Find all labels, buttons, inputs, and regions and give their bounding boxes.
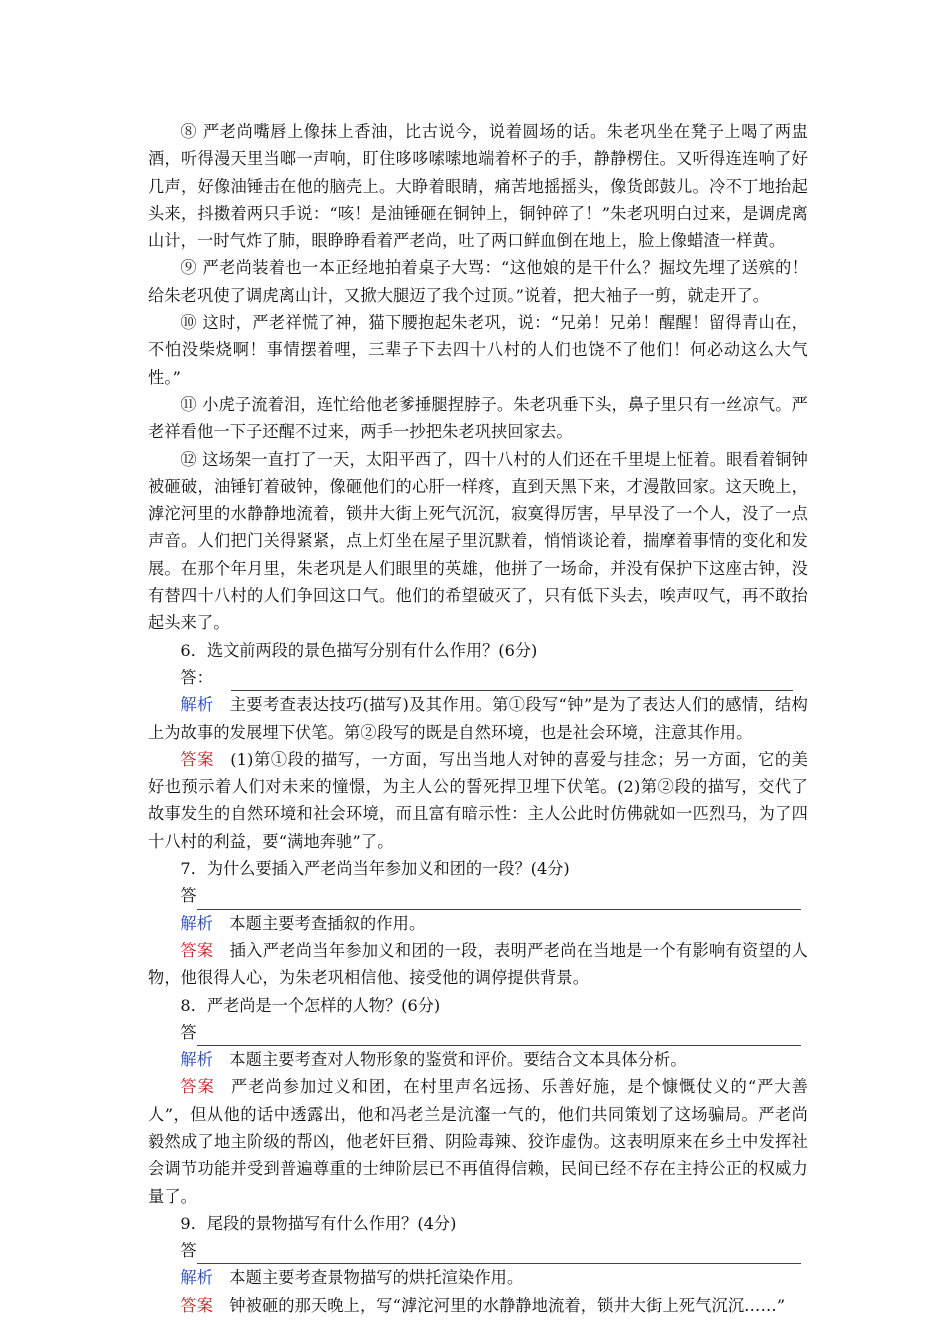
analysis-9: [148, 1264, 808, 1291]
analysis-7: [148, 910, 808, 937]
analysis-text: 本题主要考查景物描写的烘托渲染作用。: [229, 1268, 524, 1288]
key-tag: 答案: [180, 749, 214, 769]
analysis-tag: 解析: [180, 695, 214, 715]
key-text: 钟被砸的那天晚上，写“滹沱河里的水静静地流着，锁井大街上死气沉沉……”: [229, 1295, 786, 1315]
key-text: 严老尚参加过义和团，在村里声名远扬、乐善好施，是个慷慨仗义的“严大善人”，但从他的话中透露出，他和冯老兰是沆瀣一气的，他们共同策划了这场骗局。严老尚毅然成了地主阶级的帮凶，他老奸巨猾、阴险毒辣、狡诈虚伪。这表明原来在乡土中发挥社会调节功能并受到普遍尊重的士绅阶层已不再值得信赖，民间已经不存在主持公正的权威力量了。: [148, 1077, 808, 1206]
key-text: (1)第①段的描写，一方面，写出当地人对钟的喜爱与挂念；另一方面，它的美好也预示着人们对未来的憧憬，为主人公的誓死捍卫埋下伏笔。(2)第②段的描写，交代了故事发生的自然环境和社会环境，而且富有暗示性：主人公此时仿佛就如一匹烈马，为了四十八村的利益，要“满地奔驰”了。: [148, 749, 808, 851]
key-tag: 答案: [180, 940, 214, 960]
analysis-text: 本题主要考查对人物形象的鉴赏和评价。要结合文本具体分析。: [229, 1050, 687, 1070]
answer-blank-7: [148, 882, 808, 909]
analysis-8: [148, 1046, 808, 1073]
key-tag: 答案: [180, 1077, 215, 1097]
passage-paragraph-8: ⑧ 严老尚嘴唇上像抹上香油，比古说今，说着圆场的话。朱老巩坐在凳子上喝了两盅酒，听得漫天里当啷一声响，盯住哆哆嗦嗦地端着杯子的手，静静楞住。又听得连连响了好几声，好像油锤击在他的脑壳上。大睁着眼睛，痛苦地摇摇头，像货郎鼓儿。冷不丁地抬起头来，抖擞着两只手说：“咳！是油锤砸在铜钟上，铜钟碎了！”朱老巩明白过来，是调虎离山计，一时气炸了肺，眼睁睁看着严老尚，吐了两口鲜血倒在地上，脸上像蜡渣一样黄。: [148, 122, 808, 251]
key-9: [148, 1292, 808, 1319]
answer-label: 答: [180, 1241, 197, 1261]
key-7: [148, 937, 808, 992]
passage-paragraph-12: ⑫ 这场架一直打了一天，太阳平西了，四十八村的人们还在千里堤上怔着。眼看着铜钟被砸破，油锤钉着破钟，像砸他们的心肝一样疼，直到天黑下来，才漫散回家。这天晚上，滹沱河里的水静静地流着，锁井大街上死气沉沉，寂寞得厉害，早早没了一个人，没了一点声音。人们把门关得紧紧，点上灯坐在屋子里沉默着，悄悄谈论着，揣摩着事情的变化和发展。在那个年月里，朱老巩是人们眼里的英雄，他拼了一场命，并没有保护下这座古钟，没有替四十八村的人们争回这口气。他们的希望破灭了，只有低下头去，唉声叹气，再不敢抬起头来了。: [148, 449, 808, 633]
question-6: 6．选文前两段的景色描写分别有什么作用？(6分): [180, 640, 538, 660]
key-6: [148, 746, 808, 855]
question-8: 8．严老尚是一个怎样的人物？(6分): [180, 995, 441, 1015]
analysis-tag: 解析: [180, 913, 214, 933]
question-9: 9．尾段的景物描写有什么作用？(4分): [180, 1213, 457, 1233]
key-8: [148, 1073, 808, 1209]
answer-label: 答: [180, 886, 197, 906]
question-7: 7．为什么要插入严老尚当年参加义和团的一段？(4分): [180, 859, 570, 879]
answer-rule: [231, 672, 793, 691]
key-text: 插入严老尚当年参加义和团的一段，表明严老尚在当地是一个有影响有资望的人物，他很得人心，为朱老巩相信他、接受他的调停提供背景。: [148, 940, 808, 988]
answer-blank-9: [148, 1237, 808, 1264]
answer-blank-8: [148, 1019, 808, 1046]
analysis-tag: 解析: [180, 1050, 214, 1070]
passage-paragraph-11: ⑪ 小虎子流着泪，连忙给他老爹捶腿捏脖子。朱老巩垂下头，鼻子里只有一丝凉气。严老祥看他一下子还醒不过来，两手一抄把朱老巩挟回家去。: [148, 394, 808, 442]
analysis-text: 本题主要考查插叙的作用。: [229, 913, 426, 933]
document-page: [148, 118, 808, 1319]
answer-label: 答: [180, 1022, 197, 1042]
analysis-text: 主要考查表达技巧(描写)及其作用。第①段写“钟”是为了表达人们的感情，结构上为故事的发展埋下伏笔。第②段写的既是自然环境，也是社会环境，注意其作用。: [148, 695, 808, 742]
answer-label: 答：: [180, 667, 213, 687]
key-tag: 答案: [180, 1295, 214, 1315]
passage-paragraph-10: ⑩ 这时，严老祥慌了神，猫下腰抱起朱老巩，说：“兄弟！兄弟！醒醒！留得青山在，不怕没柴烧啊！事情摆着哩，三辈子下去四十八村的人们也饶不了他们！何必动这么大气性。”: [148, 313, 808, 387]
analysis-tag: 解析: [180, 1268, 214, 1288]
answer-blank-6: [148, 664, 808, 691]
answer-rule: [197, 891, 801, 910]
answer-rule: [197, 1245, 801, 1264]
passage-paragraph-9: ⑨ 严老尚装着也一本正经地拍着桌子大骂：“这他娘的是干什么？掘坟先埋了送殡的！给朱老巩使了调虎离山计，又掀大腿迈了我个过顶。”说着，把大袖子一剪，就走开了。: [148, 258, 808, 305]
analysis-6: [148, 691, 808, 746]
answer-rule: [197, 1027, 801, 1046]
